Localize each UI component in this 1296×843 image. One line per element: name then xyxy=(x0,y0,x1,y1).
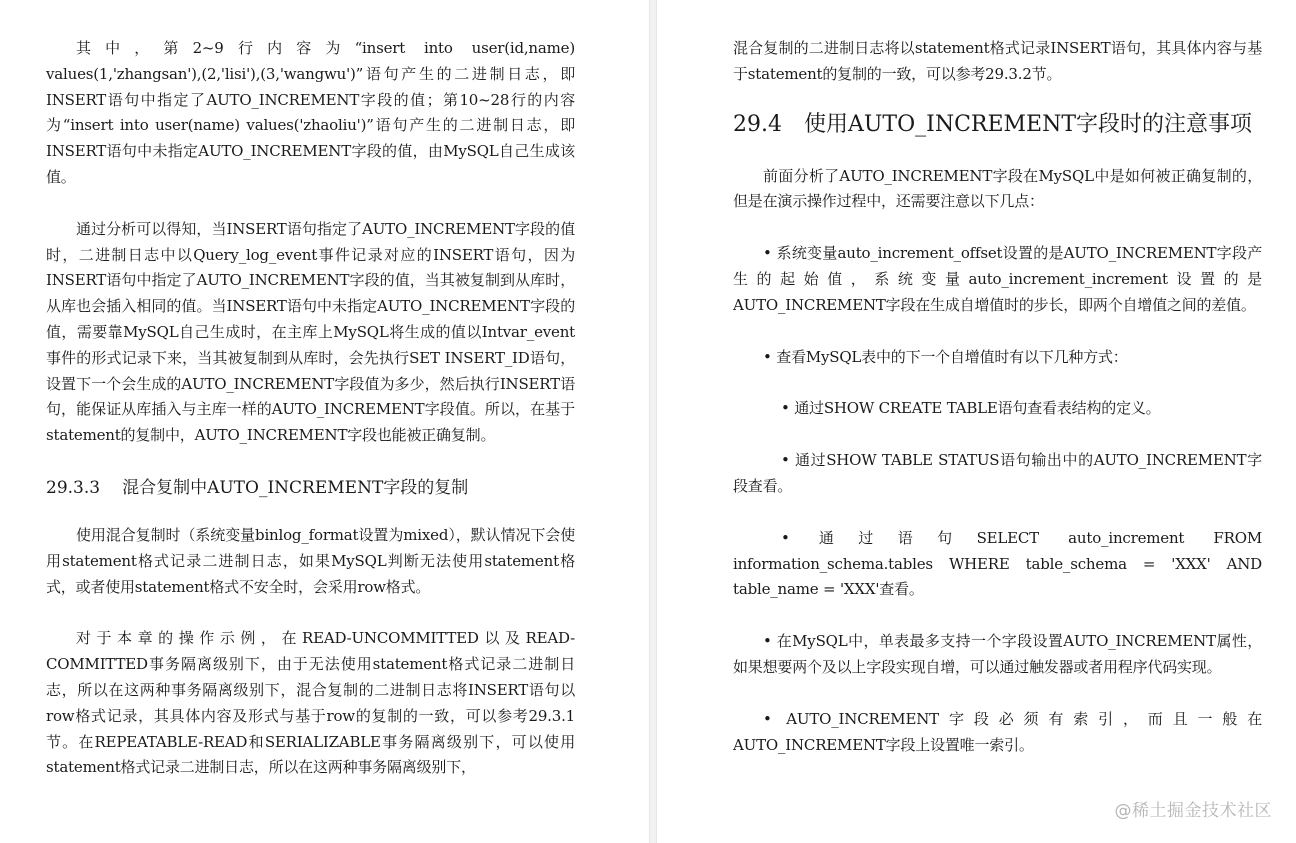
paragraph: 混合复制的二进制日志将以statement格式记录INSERT语句，其具体内容与基于statement的复制的一致，可以参考29.3.2节。 xyxy=(733,39,1262,83)
right-page xyxy=(656,0,1296,843)
watermark: @稀土掘金技术社区 xyxy=(1114,801,1272,821)
section-number: 29.4 xyxy=(733,111,782,137)
bullet-item: • 查看MySQL表中的下一个自增值时有以下几种方式： xyxy=(763,347,1128,366)
bullet-item: • 系统变量auto_increment_offset设置的是AUTO_INCREMENT字段产生的起始值，系统变量auto_increment_increment设置的是AUTO_INCREMENT字段在生成自增值时的步长，即两个自增值之间的差值。 xyxy=(733,244,1262,314)
bullet-item: • 通过SHOW CREATE TABLE语句查看表结构的定义。 xyxy=(781,399,1161,418)
paragraph: 对于本章的操作示例，在READ-UNCOMMITTED以及READ-COMMITTED事务隔离级别下，由于无法使用statement格式记录二进制日志，所以在这两种事务隔离级别下，混合复制的二进制日志将INSERT语句以row格式记录，其具体内容及形式与基于row的复制的一致，可以参考29.3.1节。在REPEATABLE-READ和SERIALIZABLE事务隔离级别下，可以使用statement格式记录二进制日志，所以在这两种事务隔离级别下， xyxy=(46,629,575,777)
section-number: 29.3.3 xyxy=(46,477,101,498)
paragraph: 通过分析可以得知，当INSERT语句指定了AUTO_INCREMENT字段的值时，二进制日志中以Query_log_event事件记录对应的INSERT语句，因为INSERT语句中指定了AUTO_INCREMENT字段的值，当其被复制到从库时，从库也会插入相同的值。当INSERT语句中未指定AUTO_INCREMENT字段的值，需要靠MySQL自己生成时，在主库上MySQL将生成的值以Intvar_event事件的形式记录下来，当其被复制到从库时，会先执行SET INSERT_ID语句，设置下一个会生成的AUTO_INCREMENT字段值为多少，然后执行INSERT语句，能保证从库插入与主库一样的AUTO_INCREMENT字段值。所以，在基于statement的复制中，AUTO_INCREMENT字段也能被正确复制。 xyxy=(46,219,575,445)
section-title: 混合复制中AUTO_INCREMENT字段的复制 xyxy=(122,477,469,498)
paragraph: 其中，第2~9行内容为“insert into user(id,name) values(1,'zhangsan'),(2,'lisi'),(3,'wangwu')”语句产生的二进制日志，即INSERT语句中指定了AUTO_INCREMENT字段的值；第10~28行的内容为“insert into user(name) values('zhaoliu')”语句产生的二进制日志，即INSERT语句中未指定AUTO_INCREMENT字段的值，由MySQL自己生成该值。 xyxy=(46,39,575,186)
paragraph: 前面分析了AUTO_INCREMENT字段在MySQL中是如何被正确复制的，但是在演示操作过程中，还需要注意以下几点： xyxy=(733,166,1262,211)
section-heading xyxy=(46,475,575,501)
bullet-item: • 在MySQL中，单表最多支持一个字段设置AUTO_INCREMENT属性，如果想要两个及以上字段实现自增，可以通过触发器或者用程序代码实现。 xyxy=(733,632,1262,676)
section-title: 使用AUTO_INCREMENT字段时的注意事项 xyxy=(803,111,1253,137)
paragraph: 使用混合复制时（系统变量binlog_format设置为mixed），默认情况下会使用statement格式记录二进制日志，如果MySQL判断无法使用statement格式，或者使用statement格式不安全时，会采用row格式。 xyxy=(46,525,575,596)
bullet-item: • AUTO_INCREMENT字段必须有索引，而且一般在AUTO_INCREMENT字段上设置唯一索引。 xyxy=(733,709,1262,754)
section-heading xyxy=(733,110,1262,140)
bullet-item: • 通过SHOW TABLE STATUS语句输出中的AUTO_INCREMENT字段查看。 xyxy=(733,451,1262,495)
bullet-item: • 通过语句SELECT auto_increment FROM information_schema.tables WHERE table_schema = 'XXX' AND table_name = 'XXX'查看。 xyxy=(733,528,1262,599)
